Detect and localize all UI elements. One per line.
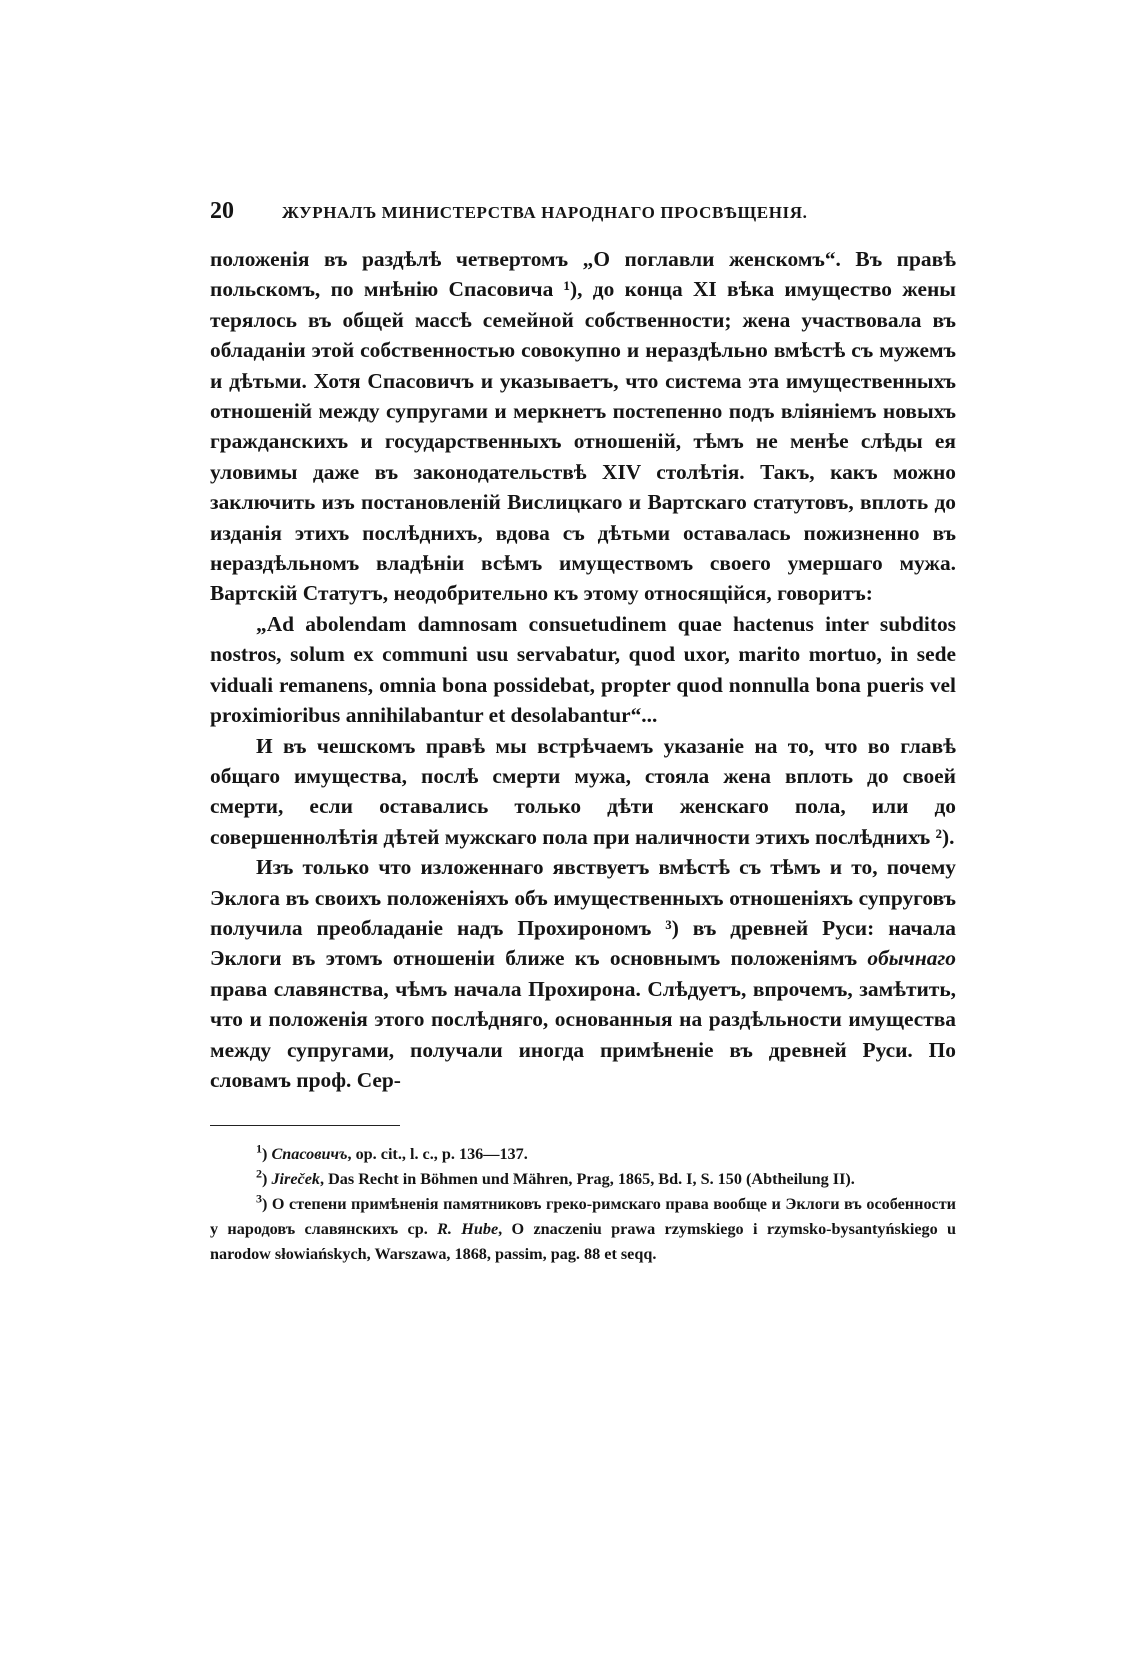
paragraph-2: И въ чешскомъ правѣ мы встрѣчаемъ указаніе на то, что во главѣ общаго имущества, послѣ смерти мужа, стояла жена вплоть до своей смерти, если оставались только дѣти женскаго пола, или до совершеннолѣтія дѣтей мужскаго пола при наличности этихъ послѣднихъ ²).: [210, 733, 956, 849]
page-header: [210, 198, 956, 238]
document-page: [210, 198, 956, 1267]
paragraph-1: положенія въ раздѣлѣ четвертомъ „О поглавли женскомъ“. Въ правѣ польскомъ, по мнѣнію Спасовича ¹), до конца XI вѣка имущество жены терялось въ общей массѣ семейной собственности; жена участвовала въ обладаніи этой собственностью совокупно и нераздѣльно вмѣстѣ съ мужемъ и дѣтьми. Хотя Спасовичъ и указываетъ, что система эта имущественныхъ отношеній между супругами и меркнетъ постепенно подъ вліяніемъ новыхъ гражданскихъ и государственныхъ отношеній, тѣмъ не менѣе слѣды ея уловимы даже въ законодательствѣ XIV столѣтія. Такъ, какъ можно заключить изъ постановленій Вислицкаго и Вартскаго статутовъ, вплоть до изданія этихъ послѣднихъ, вдова съ дѣтьми оставалась пожизненно въ нераздѣльномъ владѣніи всѣмъ имуществомъ своего умершаго мужа. Вартскій Статутъ, неодобрительно къ этому относящійся, говоритъ:: [210, 247, 956, 606]
paragraph-3-part-b: права славянства, чѣмъ начала Прохирона. Слѣдуетъ, впрочемъ, замѣтить, что и положенія этого послѣдняго, основанныя на раздѣльности имущества между супругами, получали иногда примѣненіе въ древней Руси. По словамъ проф. Сер-: [210, 976, 956, 1092]
footnotes: [210, 1142, 956, 1267]
footnote-divider: [210, 1125, 400, 1126]
paragraph-3: [210, 852, 956, 1095]
latin-quote-text: „Ad abolendam damnosam consuetudinem quae hactenus inter subditos nostros, solum ex communi usu servabatur, quod uxor, marito mortuo, in sede viduali remanens, omnia bona possidebat, propter quod nonnulla bona pueris vel proximioribus annihilabantur et desolabantur“...: [210, 611, 956, 728]
footnote-3-text-a: О степени примѣненія памятниковъ греко-римскаго права вообще и Эклоги въ особенности у народовъ славянскихъ ср.: [210, 1195, 956, 1239]
footnote-2: $^2$) Jireček, Das Recht in Böhmen und Mähren, Prag, 1865, Bd. I, S. 150 (Abtheilung II).: [256, 1166, 855, 1189]
page-number: 20: [210, 198, 234, 224]
footnote-2-mark: 2: [256, 1166, 262, 1181]
paragraph-3-part-a: Изъ только что изложеннаго явствуетъ вмѣстѣ съ тѣмъ и то, почему Эклога въ своихъ положеніяхъ объ имущественныхъ отношеніяхъ супруговъ получила преобладаніе надъ Прохирономъ ³) въ древней Руси: начала Эклоги въ этомъ отношеніи ближе къ основнымъ положеніямъ: [210, 855, 956, 971]
footnote-1-text: , op. cit., l. c., p. 136—137.: [347, 1145, 528, 1164]
running-title: ЖУРНАЛЪ МИНИСТЕРСТВА НАРОДНАГО ПРОСВѢЩЕНІЯ.: [282, 203, 808, 222]
footnote-1: $^1$) Спасовичъ, op. cit., l. c., p. 136—137.: [256, 1141, 528, 1164]
footnote-3-author: R. Hube: [437, 1220, 499, 1239]
body-text: [210, 244, 956, 1095]
paragraph-3-emphasis: обычнаго: [867, 946, 956, 971]
footnote-2-author: Jireček: [271, 1170, 320, 1189]
footnote-2-text: , Das Recht in Böhmen und Mähren, Prag, 1865, Bd. I, S. 150 (Abtheilung II).: [319, 1170, 855, 1189]
footnote-3-text-b: , O znaczeniu prawa rzymskiego i rzymsko-bysantyńskiego u narodow słowiańskych, Warszawa, 1868, passim, pag. 88 et seqq.: [210, 1220, 957, 1264]
footnote-1-author: Спасовичъ: [271, 1145, 348, 1164]
latin-quote: [210, 609, 956, 731]
footnote-3-mark: 3: [256, 1191, 262, 1206]
footnote-1-mark: 1: [256, 1141, 262, 1156]
footnote-3: $^3$) О степени примѣненія памятниковъ греко-римскаго права вообще и Эклоги въ особенности у народовъ славянскихъ ср. R. Hube, O znaczeniu prawa rzymskiego i rzymsko-bysantyńskiego u narodow słowiańskych, Warszawa, 1868, passim, pag. 88 et seqq.: [210, 1191, 957, 1264]
